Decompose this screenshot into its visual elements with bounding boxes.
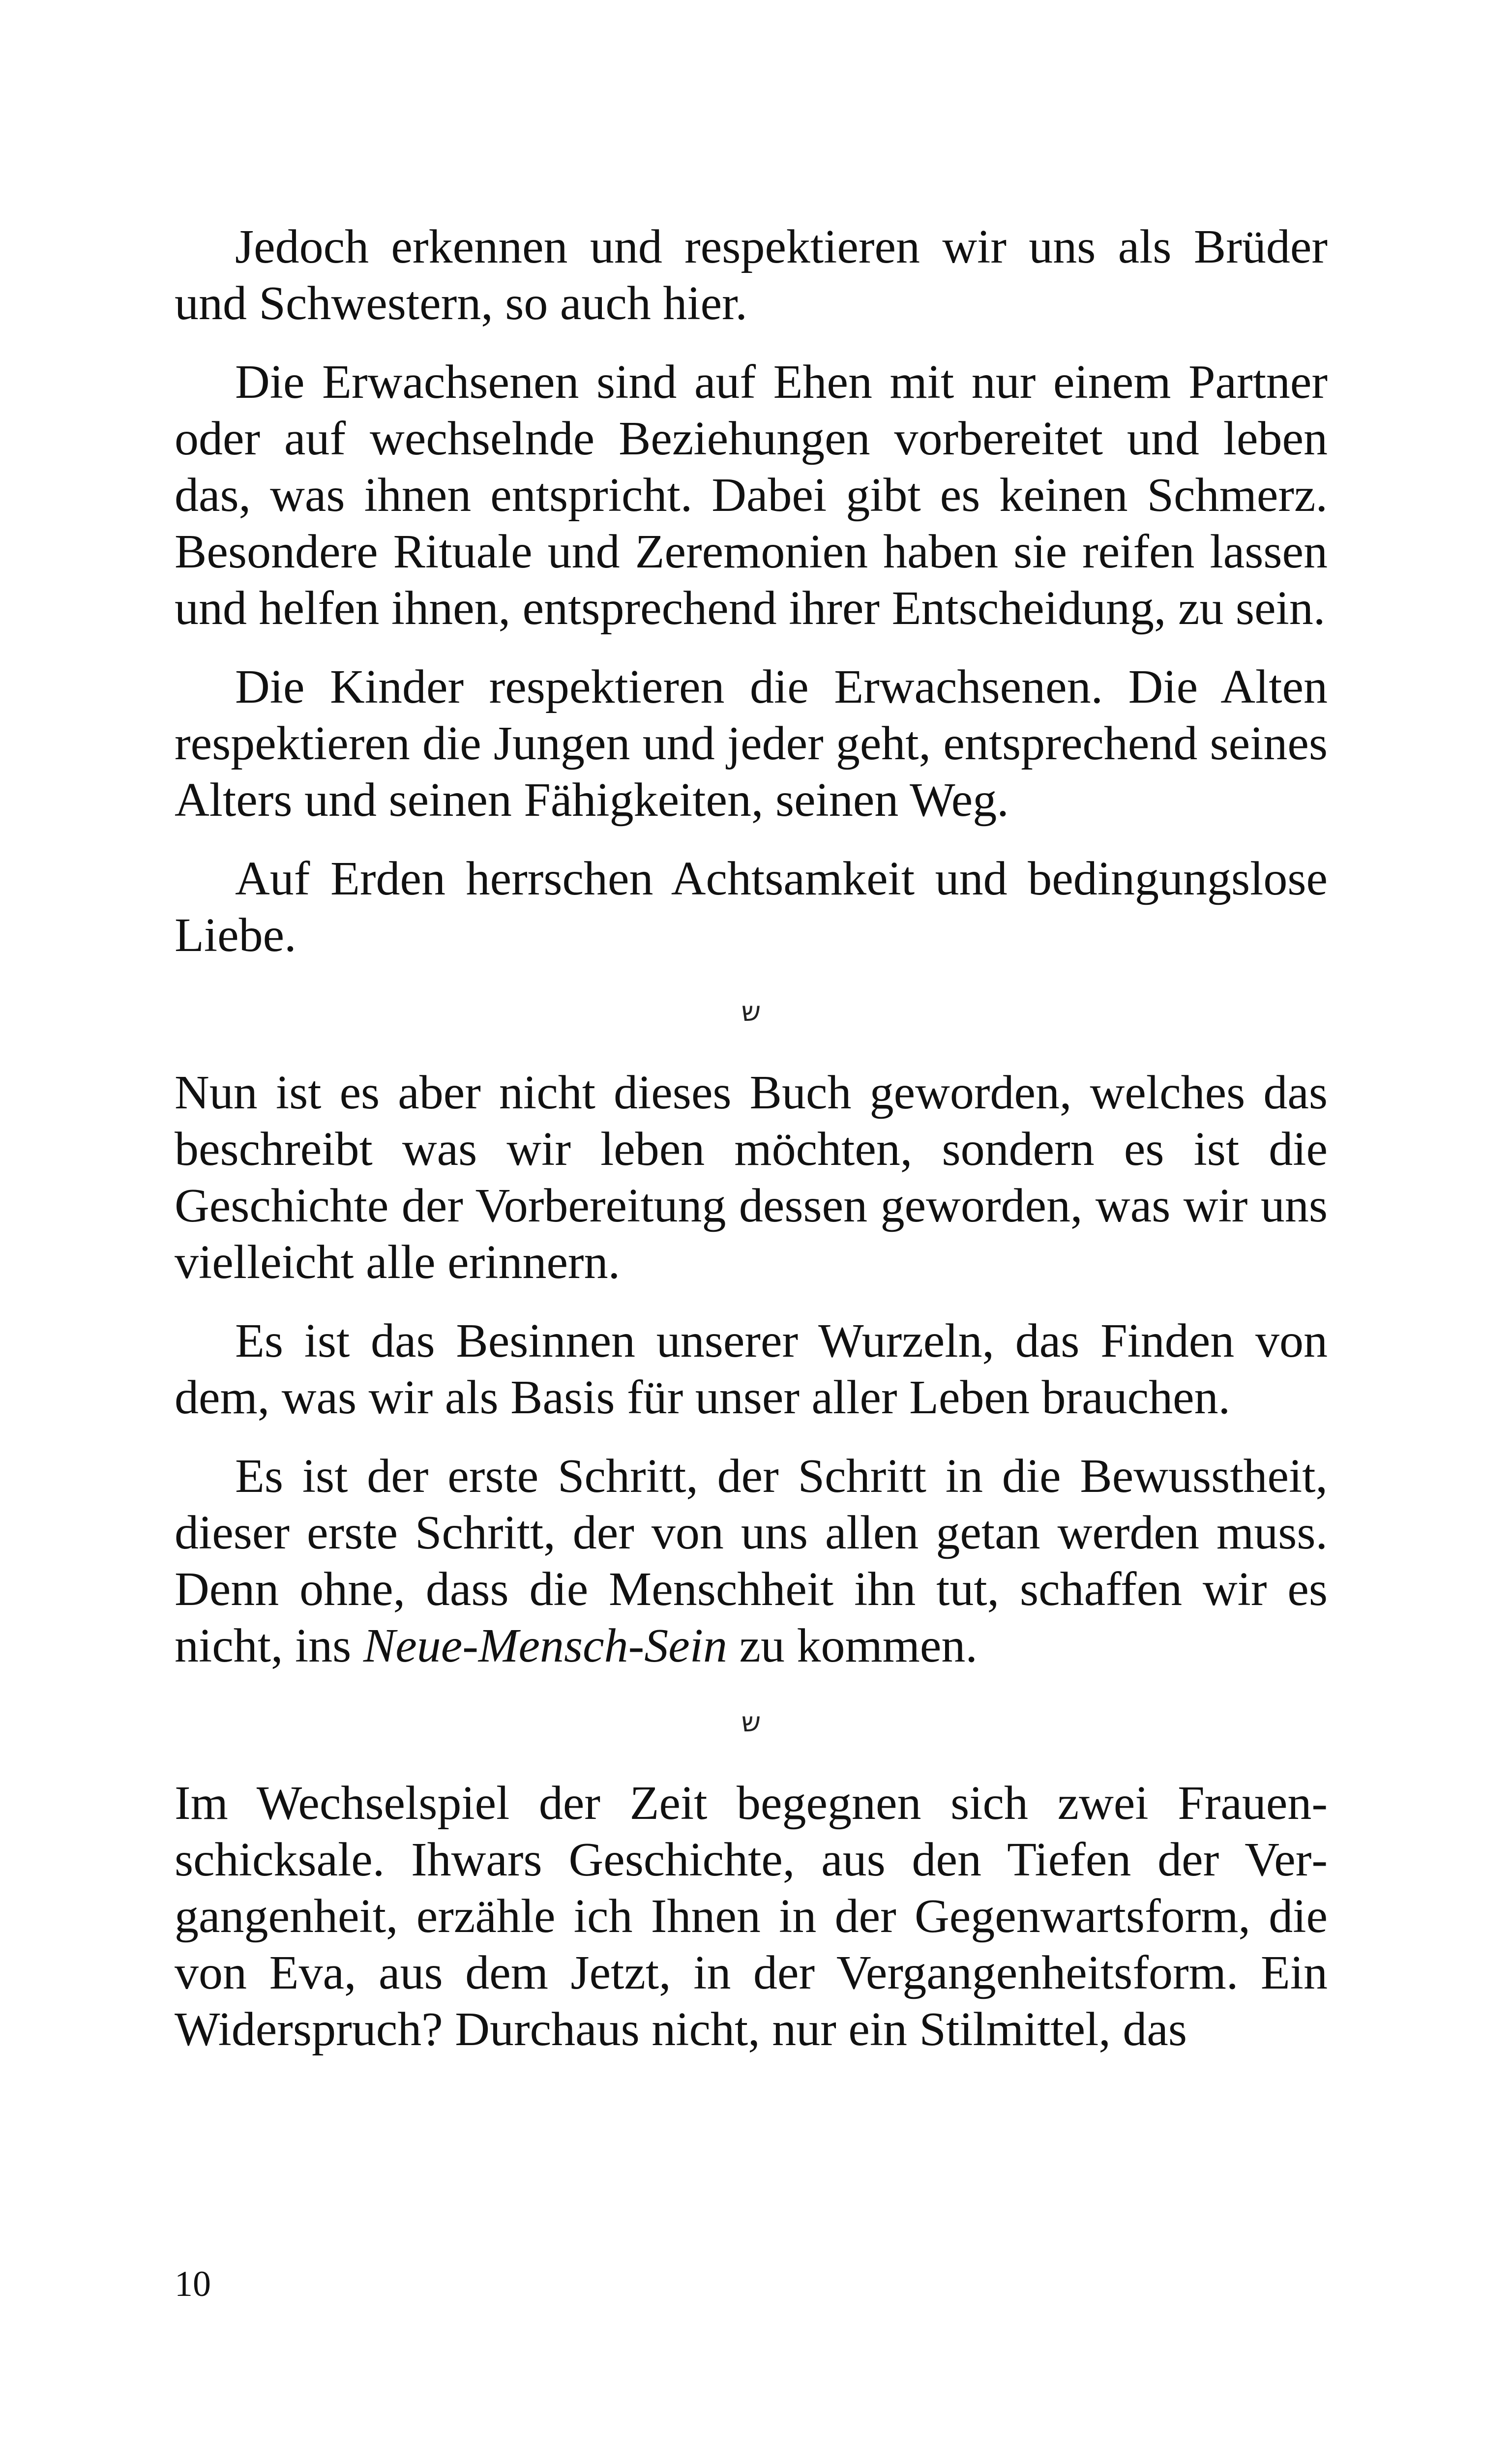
body-text — [175, 219, 1328, 2080]
paragraph-4: Auf Erden herrschen Achtsamkeit und bedingungslose Liebe. — [175, 852, 1328, 962]
paragraph-7 — [175, 1448, 1328, 1674]
paragraph-7-italic: Neue-Mensch-Sein — [363, 1619, 727, 1672]
paragraph-2: Die Erwachsenen sind auf Ehen mit nur einem Partner oder auf wechselnde Beziehungen vorbereitet und leben das, was ihnen entspricht. Dabei gibt es keinen Schmerz. Besondere Rituale und Zeremonien haben sie reifen lassen und helfen ihnen, entsprechend ihrer Entscheidung, zu sein. — [175, 356, 1328, 635]
section-separator-2 — [175, 1701, 1328, 1743]
page-number: 10 — [175, 2264, 211, 2304]
paragraph-7-before: Es ist der erste Schritt, der Schritt in die Bewusstheit, dieser erste Schritt, der von uns allen getan werden muss. Denn ohne, dass die Menschheit ihn tut, schaffen wir es nicht, ins — [175, 1450, 1328, 1672]
paragraph-7-after: zu kommen. — [727, 1619, 978, 1672]
paragraph-1: Jedoch erkennen und respektieren wir uns als Brüder und Schwestern, so auch hier. — [175, 220, 1328, 330]
separator-symbol-icon: ש — [741, 996, 761, 1028]
paragraph-5: Nun ist es aber nicht dieses Buch geworden, welches das beschreibt was wir leben möchten, sondern es ist die Geschichte der Vorbereitung dessen geworden, was wir uns vielleicht alle erinnern. — [175, 1066, 1328, 1289]
paragraph-8: Im Wechselspiel der Zeit begegnen sich zwei Frauenschicksale. Ihwars Geschichte, aus den Tiefen der Vergangenheit, erzähle ich Ihnen in der Gegenwartsform, die von Eva, aus dem Jetzt, in der Vergangenheitsform. Ein Widerspruch? Durchaus nicht, nur ein Stilmittel, das — [175, 1777, 1328, 2056]
section-separator-1 — [175, 991, 1328, 1033]
separator-symbol-icon: ש — [741, 1706, 761, 1738]
paragraph-3: Die Kinder respektieren die Erwachsenen. Die Alten respektieren die Jungen und jeder geht, entsprechend seines Alters und seinen Fähigkeiten, seinen Weg. — [175, 660, 1328, 827]
paragraph-6: Es ist das Besinnen unserer Wurzeln, das Finden von dem, was wir als Basis für unser aller Leben brauchen. — [175, 1314, 1328, 1424]
